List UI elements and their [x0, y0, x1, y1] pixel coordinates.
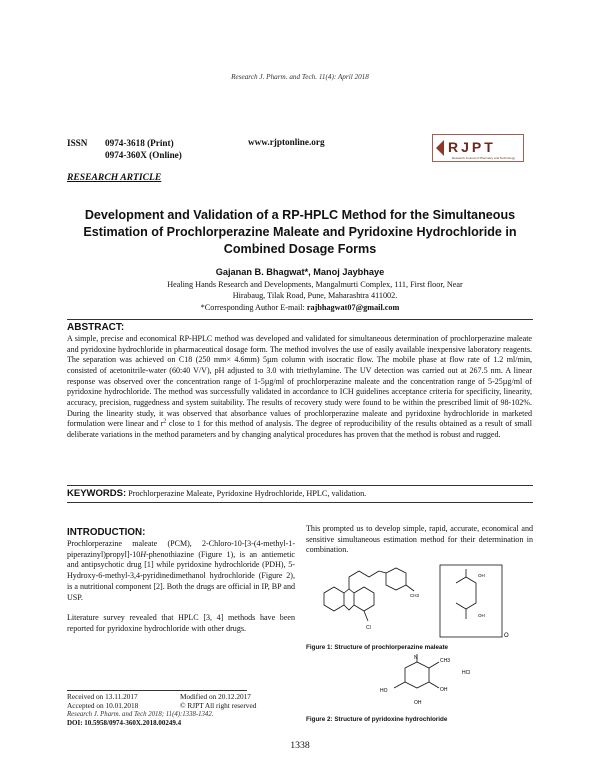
corresponding-prefix: *Corresponding Author E-mail:: [200, 303, 307, 312]
journal-reference: Research J. Pharm. and Tech. 11(4): April 2018: [231, 73, 369, 81]
citation: Research J. Pharm. and Tech 2018; 11(4):1338-1342.: [67, 711, 214, 718]
affiliation: Healing Hands Research and Developments, Mangalmurti Complex, 111, First floor, Near Hirabaug, Tilak Road, Pune, Maharashtra 411002.: [167, 280, 463, 300]
keywords: [67, 488, 532, 499]
fig2-label-oh1: OH: [440, 687, 448, 693]
abstract-heading: ABSTRACT:: [67, 322, 125, 333]
issn-label: ISSN: [67, 138, 88, 148]
fig1-label-cl: Cl: [366, 625, 371, 631]
corresponding-email[interactable]: rajbhagwat07@gmail.com: [306, 303, 400, 312]
paper-title: Development and Validation of a RP-HPLC Method for the Simultaneous Estimation of Prochlorperazine Maleate and Pyridoxine Hydrochloride in Combined Dosage Forms: [83, 208, 517, 256]
issn-block: [67, 137, 182, 161]
figure-2-structure: [350, 652, 500, 712]
logo-text: RJPT: [448, 139, 496, 155]
logo-subtext: Research Journal of Pharmacy and Technology: [452, 156, 515, 160]
corresponding-author: [0, 303, 600, 312]
issn-online: 0974-360X (Online): [105, 150, 182, 160]
fig2-label-oh2: OH: [414, 700, 422, 706]
figure-1-structure: [306, 563, 533, 641]
footer-divider: [67, 690, 247, 691]
fig2-label-ho: HO: [380, 688, 388, 694]
figure-1-caption: Figure 1: Structure of prochlorperazine maleate: [306, 644, 449, 651]
divider: [67, 485, 533, 486]
fig1-label-o: O: [504, 633, 509, 639]
article-history: Received on 13.11.2017 Modified on 20.12.2017 Accepted on 10.01.2018 © RJPT All right reserved Research J. Pharm. and Tech 2018; 11(4):1338-1342. DOI: 10.5958/0974-360X.2018.00249.4: [67, 692, 297, 728]
intro-paragraph: Literature survey revealed that HPLC [3, 4] methods have been reported for pyridoxine hydrochloride with other drugs.: [67, 613, 295, 633]
divider: [67, 502, 533, 503]
authors: Gajanan B. Bhagwat*, Manoj Jaybhaye: [215, 267, 385, 277]
rjpt-logo: [432, 134, 524, 162]
page-number: 1338: [290, 740, 310, 751]
divider: [67, 319, 533, 320]
article-type: RESEARCH ARTICLE: [67, 172, 162, 183]
doi-link[interactable]: DOI: 10.5958/0974-360X.2018.00249.4: [67, 719, 182, 727]
fig1-label-ch3: CH3: [410, 593, 420, 598]
issn-print: 0974-3618 (Print): [105, 138, 174, 148]
keywords-label: KEYWORDS:: [67, 488, 127, 499]
abstract-body: A simple, precise and economical RP-HPLC method was developed and validated for simultaneous determination of prochlorperazine maleate and pyridoxine hydrochloride in pharmaceutical dosage form. The method involves the use of easily available inexpensive laboratory reagents. The separation was achieved on C18 (250 mm× 4.6mm) 5µm column with isocratic flow. The mobile phase at flow rate of 1.2 ml/min, consisted of acetonitrile-water (60:40 V/V), pH adjusted to 3.0 with triethylamine. The UV detection was carried out at 267.5 nm. A linear response was observed over the concentration range of 1-5µg/ml of prochlorperazine maleate and the concentration range of 5-25µg/ml of pyridoxine hydrochloride. The method was successfully validated in accordance to ICH guidelines acceptance criteria for specificity, linearity, accuracy, precision, ruggedness and system suitability. The results of recovery study were found to be within the prescribed limit of 98-102%. During the linearity study, it was observed that absorbance values of prochlorperazine maleate and pyridoxine hydrochloride in marketed formulation were linear and $r^2$ close to 1 for this method of analysis. The degree of reproducibility of the results obtained as a result of small deliberate variations in the method parameters and by changing analytical procedures has proven that the method is robust and rugged.: [67, 334, 532, 439]
introduction-heading: INTRODUCTION:: [67, 527, 146, 538]
fig1-label-oh2: OH: [478, 613, 485, 618]
intro-paragraph: Prochlorperazine maleate (PCM), 2-Chloro-10-[3-(4-methyl-1-piperazinyl)propyl]-10H-phenothiazine (Figure 1), is an antiemetic and antipsychotic drug [1] while pyridoxine hydrochloride (PDH), 5-Hydroxy-6-methyl-3,4-pyridinedimethanol hydrochloride (Figure 2), is a nutritional component [2]. Both the drugs are official in IP, BP and USP.: [67, 539, 295, 602]
fig2-label-hcl: HCl: [462, 670, 471, 676]
figure-2-caption: Figure 2: Structure of pyridoxine hydrochloride: [306, 716, 448, 723]
introduction-right-column: This prompted us to develop simple, rapid, accurate, economical and sensitive simultaneous estimation method for their determination in combination.: [306, 524, 533, 555]
fig2-label-n: N: [414, 655, 418, 661]
introduction-left-column: [67, 539, 295, 645]
journal-website-link[interactable]: www.rjptonline.org: [248, 137, 325, 147]
fig1-label-oh1: OH: [478, 573, 485, 578]
keywords-text: Prochlorperazine Maleate, Pyridoxine Hydrochloride, HPLC, validation.: [126, 489, 367, 498]
fig2-label-ch3: CH3: [440, 658, 451, 664]
